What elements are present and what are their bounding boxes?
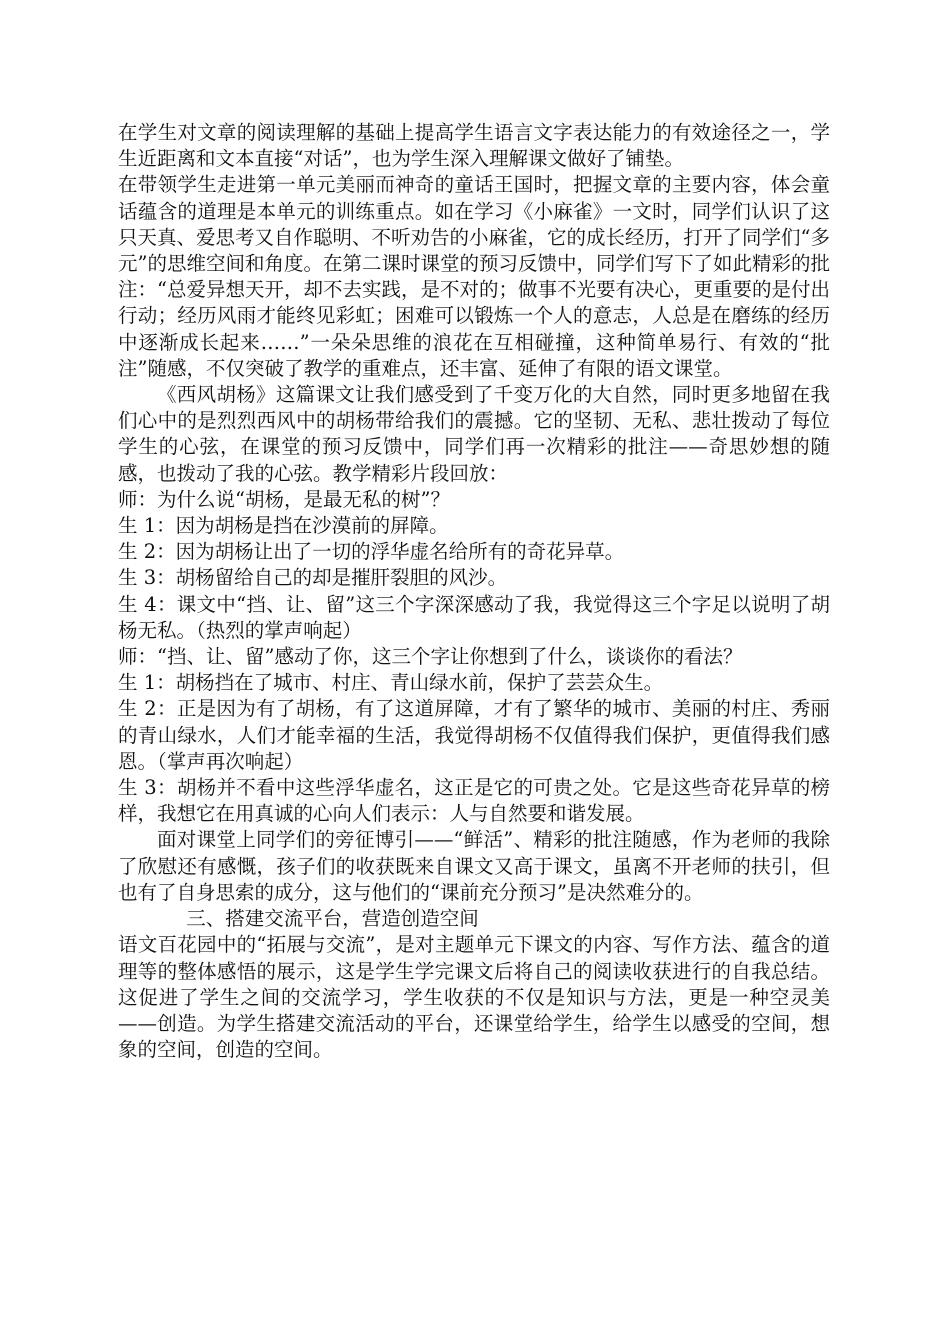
paragraph-continuation: 在学生对文章的阅读理解的基础上提高学生语言文字表达能力的有效途径之一，学生近距离和文本直接“对话”，也为学生深入理解课文做好了铺垫。 [118, 121, 830, 171]
section-heading: 三、搭建交流平台，营造创造空间 [186, 907, 479, 931]
dialogue-line: 生 1：因为胡杨是挡在沙漠前的屏障。 [118, 514, 449, 538]
dialogue-line: 师：“挡、让、留”感动了你，这三个字让你想到了什么，谈谈你的看法？ [118, 645, 743, 669]
paragraph-xifeng-huyang: 《西风胡杨》这篇课文让我们感受到了千变万化的大自然，同时更多地留在我们心中的是烈烈西风中的胡杨带给我们的震撼。它的坚韧、无私、悲壮拨动了每位学生的心弦，在课堂的预习反馈中，同学们再一次精彩的批注——奇思妙想的随感，也拨动了我的心弦。教学精彩片段回放： [118, 383, 830, 485]
dialogue-line: 生 2：因为胡杨让出了一切的浮华虚名给所有的奇花异草。 [118, 540, 625, 564]
paragraph-xiao-maque: 在带领学生走进第一单元美丽而神奇的童话王国时，把握文章的主要内容，体会童话蕴含的道理是本单元的训练重点。如在学习《小麻雀》一文时，同学们认识了这只天真、爱思考又自作聪明、不听劝告的小麻雀，它的成长经历，打开了同学们“多元”的思维空间和角度。在第二课时课堂的预习反馈中，同学们写下了如此精彩的批注：“总爱异想天开，却不去实践，是不对的；做事不光要有决心，更重要的是付出行动；经历风雨才能终见彩虹；困难可以锻炼一个人的意志，人总是在磨练的经历中逐渐成长起来……”一朵朵思维的浪花在互相碰撞，这种简单易行、有效的“批注”随感，不仅突破了教学的重难点，还丰富、延伸了有限的语文课堂。 [118, 173, 830, 380]
dialogue-line: 师：为什么说“胡杨，是最无私的树”？ [118, 487, 450, 511]
dialogue-line: 生 4：课文中“挡、让、留”这三个字深深感动了我，我觉得这三个字足以说明了胡杨无私。（热烈的掌声响起） [118, 592, 830, 642]
dialogue-line: 生 3：胡杨留给自己的却是摧肝裂胆的风沙。 [118, 566, 508, 590]
dialogue-line: 生 3：胡杨并不看中这些浮华虚名，这正是它的可贵之处。它是这些奇花异草的榜样，我想它在用真诚的心向人们表示：人与自然要和谐发展。 [118, 776, 830, 826]
paragraph-exchange: 语文百花园中的“拓展与交流”，是对主题单元下课文的内容、写作方法、蕴含的道理等的整体感悟的展示，这是学生学完课文后将自己的阅读收获进行的自我总结。这促进了学生之间的交流学习，学生收获的不仅是知识与方法，更是一种空灵美——创造。为学生搭建交流活动的平台，还课堂给学生，给学生以感受的空间，想象的空间，创造的空间。 [118, 933, 830, 1062]
document-body [118, 120, 830, 1063]
dialogue-line: 生 1：胡杨挡在了城市、村庄、青山绿水前，保护了芸芸众生。 [118, 671, 664, 695]
dialogue-line: 生 2：正是因为有了胡杨，有了这道屏障，才有了繁华的城市、美丽的村庄、秀丽的青山绿水，人们才能幸福的生活，我觉得胡杨不仅值得我们保护，更值得我们感恩。（掌声再次响起） [118, 697, 830, 773]
paragraph-reflection: 面对课堂上同学们的旁征博引——“鲜活”、精彩的批注随感，作为老师的我除了欣慰还有感慨，孩子们的收获既来自课文又高于课文，虽离不开老师的扶引，但也有了自身思索的成分，这与他们的“课前充分预习”是决然难分的。 [118, 828, 830, 904]
